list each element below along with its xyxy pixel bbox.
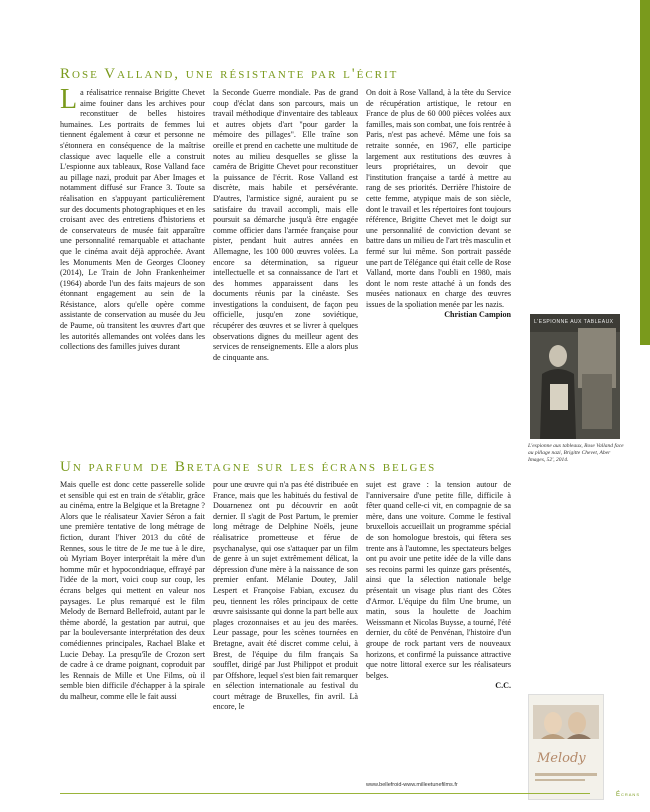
dropcap: L xyxy=(60,84,78,115)
section1-title: Rose Valland, une résistante par l'écrit xyxy=(60,66,399,82)
section2-signature: C.C. xyxy=(495,681,511,691)
section1-col1-text: a réalisatrice rennaise Brigitte Chevet aime fouiner dans les archives pour reconstituer de belles histoires humaines. Les portraits de femmes lui tiennent également à cœur et personne ne s'étonnera en conséquence de la maîtrise classique avec laquelle elle a construit L'espionne aux tableaux, Rose Valland face au pillage nazi, produit par Aber Images et notamment diffusé sur France 3. Toute sa réalisation en s'appuyant particulièrement sur des documents photographiques et en les croisant avec des entretiens d'historiens et de conservateurs de musée fait apparaître une personnalité remarquable et attachante que le cinéma avait déjà approchée. Avant les Monuments Men de Georges Clooney (2014), Le Train de John Frankenheimer (1964) aborde l'un des faits majeurs de son étonnant engagement au sein de la Résistance, alors qu'elle opère comme assistante de conservation au musée du Jeu de Paume, où transitent les œuvres d'art que les autorités allemandes ont volées dans les collections des familles juives durant xyxy=(60,88,205,352)
section2-col3 xyxy=(366,480,511,692)
section1-col3-text: On doit à Rose Valland, à la tête du Service de récupération artistique, le retour en France de plus de 60 000 pièces volées aux familles, mais son combat, une fois rentrée à Paris, n'est pas achevé. Même une fois sa retraite sonnée, en 1967, elle participe largement aux restitutions des œuvres à leurs propriétaires, un devoir que l'institution française a tardé à mettre au rang de ses priorités. Derrière l'histoire de cette femme, atypique mais de son siècle, dont le travail et les répertoires font toujours référence, Brigitte Chevet met le doigt sur une personnalité de conviction devant se battre dans un milieu de l'art très masculin et fermé sur lui même. Son portrait passéde une part de Télégance qui était celle de Rose Valland, morte dans l'oubli en 1980, mais dont le nom reste attaché à un fonds des musées nationaux en charge des œuvres issues de la spoliation menée par les nazis. xyxy=(366,88,511,309)
poster-title: Melody xyxy=(537,751,586,766)
section-tab xyxy=(640,0,650,345)
footer-section-label: Écrans xyxy=(615,792,640,798)
section2-col2: pour une œuvre qui n'a pas été distribuée en France, mais que les habitués du festival de Douarnenez ont pu découvrir en août dernier. Il s'agit de Post Partum, le premier long métrage de Delphine Noëls, jeune réalisatrice prometteuse et férue de psychanalyse, qui ose s'attaquer par un film de genre à un sujet extrêmement délicat, la dépression d'une mère à la naissance de son premier enfant. Mélanie Doutey, Jalil Lespert et Françoise Fabian, excusez du peu, tiennent les rôles principaux de cette œuvre saisissante qui donne la part belle aux plages crozonnaises et au jeu des marées. Leur passage, pour les scènes tournées en Bretagne, avait été discret comme celui, à Brest, de l'équipe du film français Sa soufflet, dirigé par Just Philippot et produit par Offshore, lequel s'est bien fait remarquer en sélection internationale au festival du court métrage de Bruxelles, fin avril. Là encore, le xyxy=(213,480,358,712)
film-poster-image xyxy=(528,694,604,800)
section2-title: Un parfum de Bretagne sur les écrans belges xyxy=(60,459,437,475)
footer-rule xyxy=(60,793,590,794)
section1-signature: Christian Campion xyxy=(444,310,511,320)
section1-col3 xyxy=(366,88,511,321)
section2-col3-text: sujet est grave : la tension autour de l'anniversaire d'une petite fille, difficile à fêter quand celle-ci vit, en compagnie de sa mère, dans une voiture. Comme le festival bruxellois accueillait un programme spécial de son homologue brestois, qui fêtera ses trente ans à l'automne, les spectateurs belges ont pu avoir une petite idée de la ville dans ses recoins parmi les quinze gars présentés, ainsi que la sélection nationale belge présentait un visage plus riant des Côtes d'Armor. L'équipe du film Une brume, un matin, sous la houlette de Joachim Weissmann et Nicolas Buysse, a tourné, l'été dernier, du côté de Penvénan, l'histoire d'un groupe de rock partant vers de nouveaux horizons, et confirmé la puissance attractive que notre littoral exerce sur les réalisateurs belges. xyxy=(366,480,511,680)
documentary-cover-image xyxy=(530,314,620,439)
section1-col2: la Seconde Guerre mondiale. Pas de grand coup d'éclat dans son parcours, mais un travail méthodique d'inventaire des tableaux et autres objets d'art "pour garder la mémoire des pillages". Elle traîne son oreille et prend en cachette une multitude de notes au milieu desquelles se glisse la caméra de Brigitte Chevet pour reconstituer la puissance de l'écrit. Rose Valland est discrète, mais habile et persévérante. D'autres, l'armistice signé, auraient pu se satisfaire du travail accompli, mais elle poursuit sa démarche jusqu'à être engagée comme officier dans l'armée française pour pister, pendant huit autres années en Allemagne, les 100 000 œuvres volées. La encore sa détermination, sa rigueur intellectuelle et sa connaissance de l'art et des hommes apparaissent dans les documents réunis par la cinéaste. Ses investigations la conduisent, de façon peu officielle, jusqu'en zone soviétique, récupérer des œuvres et se livrer à quelques observations dignes du meilleur agent des services de renseignements. Elle a alors plus de cinquante ans. xyxy=(213,88,358,362)
section1-col1 xyxy=(60,84,205,353)
cover-title: L'ESPIONNE AUX TABLEAUX xyxy=(534,319,614,325)
section2-web-link: www.bellefroid-www.milleetunefilms.fr xyxy=(366,782,458,788)
section1-caption: L'espionne aux tableaux, Rose Valland face au pillage nazi, Brigitte Chevet, Aber Images, 52', 2014. xyxy=(528,443,624,463)
section2-col1: Mais quelle est donc cette passerelle solide et sensible qui est en train de s'établir, grâce au cinéma, entre la Belgique et la Bretagne ? Alors que le réalisateur Xavier Séron a fait une première tentative de long métrage de fiction, durant l'hiver 2013 du côté de Rennes, sous le titre de Je me tue à le dire, où Myriam Boyer interprétait la mère d'un homme mûr et hypocondriaque, effrayé par l'idée de la mort, voici coup sur coup, les écrans belges qui mettent en valeur nos paysages. Le plus remarqué est le film Melody de Bernard Bellefroid, autant par le thème abordé, la gestation par autrui, que par la bouleversante interprétation des deux comédiennes principales, Rachael Blake et Lucie Debay. La presqu'île de Crozon sert de cadre à ce drame poignant, coproduit par les Rennais de Mille et Une Films, où il semble bien difficile d'échapper à la spirale du malheur, comme elle le fait aussi xyxy=(60,480,205,701)
